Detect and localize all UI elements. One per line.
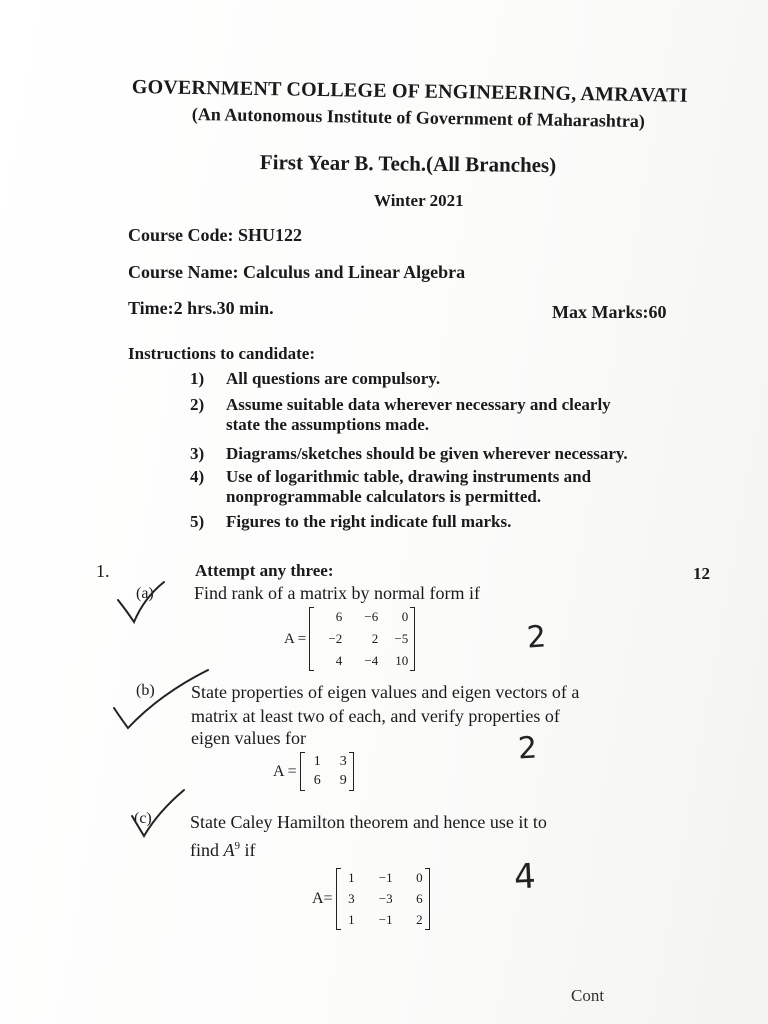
part-c-text-line-2: [190, 834, 256, 862]
matrix-cell: 2: [416, 912, 423, 927]
instruction-item: [190, 395, 611, 435]
instruction-number: 1): [190, 369, 205, 388]
question-number: 1.: [96, 561, 110, 581]
matrix-cell: 0: [401, 609, 409, 624]
matrix-cell: 10: [395, 653, 409, 668]
handwritten-mark: 2: [525, 619, 548, 656]
matrix-b: [300, 752, 354, 791]
instruction-text: Figures to the right indicate full marks.: [226, 512, 512, 531]
handwritten-mark: 4: [512, 856, 537, 898]
matrix-c: [336, 868, 430, 930]
continued-note: Cont: [571, 986, 605, 1005]
matrix-cell: 9: [339, 773, 347, 788]
matrix-cell: 6: [313, 773, 321, 788]
matrix-cell: 3: [348, 891, 355, 906]
program-title: First Year B. Tech.(All Branches): [259, 150, 557, 178]
instruction-text: Use of logarithmic table, drawing instruments and: [226, 467, 592, 486]
course-code: Course Code: SHU122: [128, 225, 302, 245]
power-exponent: 9: [234, 840, 240, 852]
part-b-text-line-1: State properties of eigen values and eigen vectors of a: [191, 682, 580, 702]
part-b-matrix-equation: [273, 752, 354, 791]
matrix-cell: 2: [371, 631, 379, 646]
matrix-lhs: A=: [312, 890, 333, 907]
instruction-item: [190, 369, 440, 389]
instruction-continuation: state the assumptions made.: [226, 415, 430, 434]
instruction-item: [190, 467, 591, 507]
matrix-cell: 6: [416, 891, 423, 906]
matrix-cell: 3: [339, 754, 347, 769]
matrix-cell: 0: [416, 870, 423, 885]
instruction-continuation: nonprogrammable calculators is permitted.: [226, 487, 542, 506]
instruction-text: All questions are compulsory.: [226, 369, 441, 388]
part-c-matrix-equation: [312, 868, 430, 930]
max-marks: Max Marks:60: [552, 302, 667, 322]
instruction-number: 2): [190, 395, 205, 414]
part-a-text: Find rank of a matrix by normal form if: [194, 583, 480, 603]
matrix-cell: 1: [348, 912, 355, 927]
instruction-item: [190, 512, 511, 532]
find-suffix: if: [240, 840, 256, 860]
matrix-cell: −5: [394, 631, 409, 646]
matrix-cell: −2: [328, 631, 343, 646]
part-a-matrix-equation: [284, 607, 415, 671]
matrix-cell: 1: [348, 870, 355, 885]
exam-session: Winter 2021: [374, 191, 464, 210]
instructions-heading: Instructions to candidate:: [128, 344, 316, 363]
matrix-cell: 6: [335, 609, 343, 624]
part-a-label: (a): [136, 585, 154, 602]
part-b-label: (b): [136, 682, 155, 699]
matrix-lhs: A =: [273, 762, 297, 780]
matrix-cell: 4: [335, 653, 343, 668]
question-marks: 12: [693, 564, 710, 583]
course-name: Course Name: Calculus and Linear Algebra: [128, 262, 466, 282]
part-c-text-line-1: State Caley Hamilton theorem and hence use it to: [190, 812, 547, 832]
part-b-text-line-3: eigen values for: [191, 728, 306, 748]
matrix-cell: 1: [313, 754, 321, 769]
instruction-number: 4): [190, 467, 205, 486]
matrix-cell: −6: [364, 609, 379, 624]
part-b-text-line-2: matrix at least two of each, and verify properties of: [191, 706, 560, 726]
matrix-lhs: A =: [284, 630, 307, 647]
handwritten-mark: 2: [517, 730, 538, 767]
part-c-label: (c): [134, 810, 152, 827]
instruction-text: Assume suitable data wherever necessary and clearly: [226, 395, 611, 414]
instruction-text: Diagrams/sketches should be given wherever necessary.: [226, 444, 628, 463]
instruction-number: 5): [190, 512, 205, 531]
matrix-a: [309, 607, 415, 671]
matrix-symbol: A: [223, 840, 235, 860]
check-mark-icon: [124, 786, 194, 846]
matrix-cell: −1: [378, 870, 393, 885]
institute-subtitle: (An Autonomous Institute of Government of Maharashtra): [191, 104, 645, 132]
instruction-number: 3): [190, 444, 205, 463]
question-instruction: Attempt any three:: [195, 561, 334, 580]
college-name: GOVERNMENT COLLEGE OF ENGINEERING, AMRAVATI: [131, 76, 688, 107]
matrix-cell: −4: [364, 653, 379, 668]
find-prefix: find: [190, 840, 224, 860]
exam-duration: Time:2 hrs.30 min.: [128, 298, 274, 318]
check-mark-icon: [112, 578, 172, 628]
instruction-item: [190, 444, 628, 464]
matrix-cell: −1: [378, 912, 393, 927]
check-mark-icon: [108, 664, 218, 734]
matrix-cell: −3: [378, 891, 393, 906]
